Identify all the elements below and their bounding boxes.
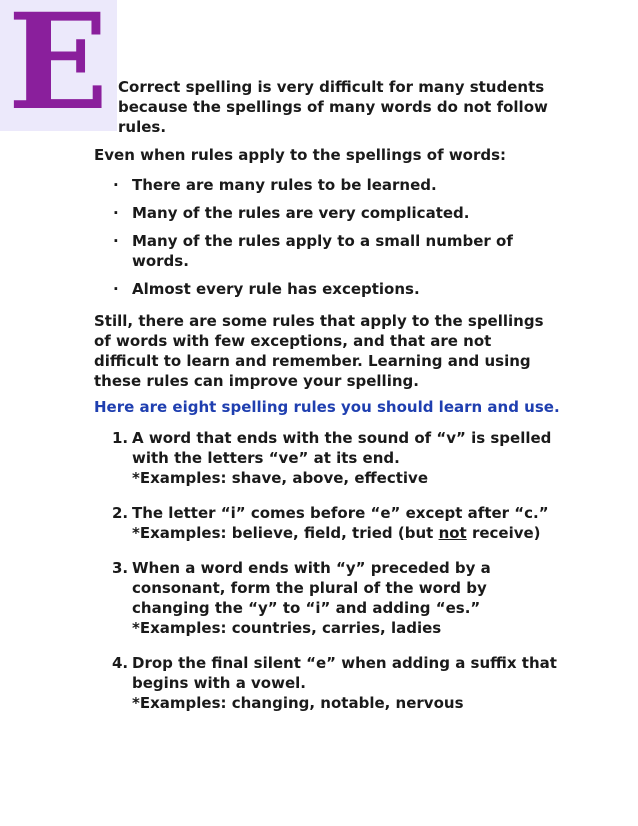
underlined-word: not (438, 524, 467, 542)
intro-line: because the spellings of many words do not follow (118, 98, 548, 116)
example-suffix: receive) (466, 524, 541, 542)
dropcap-background (0, 0, 117, 140)
list-item-text: There are many rules to be learned. (132, 176, 437, 194)
rule-item (94, 558, 564, 638)
rule-line: The letter “i” comes before “e” except after “c.” (132, 504, 549, 522)
list-item (94, 175, 564, 195)
paragraph-line: of words with few exceptions, and that are not (94, 332, 492, 350)
difficulty-list (94, 175, 564, 307)
list-item (94, 279, 564, 299)
rule-number: 1. (112, 429, 129, 447)
intro-paragraph (118, 77, 558, 137)
rule-item (94, 428, 564, 488)
bullet-marker: · (113, 280, 119, 298)
list-item (94, 231, 564, 271)
rule-number: 4. (112, 654, 129, 672)
dropcap-letter: E (7, 0, 109, 140)
spelling-rules-list (94, 428, 564, 728)
intro-line: Correct spelling is very difficult for many students (118, 78, 545, 96)
bullet-marker: · (113, 176, 119, 194)
bullet-marker: · (113, 232, 119, 250)
rule-line: with the letters “ve” at its end. (132, 449, 400, 467)
rule-line: changing the “y” to “i” and adding “es.” (132, 599, 481, 617)
rule-line: When a word ends with “y” preceded by a (132, 559, 491, 577)
paragraph-line: difficult to learn and remember. Learning and using (94, 352, 531, 370)
list-item (94, 203, 564, 223)
paragraph-line: these rules can improve your spelling. (94, 372, 419, 390)
list-item-text: Many of the rules apply to a small number of (132, 232, 513, 250)
example-prefix: *Examples: believe, field, tried (but (132, 524, 439, 542)
rule-line: Drop the final silent “e” when adding a suffix that (132, 654, 557, 672)
intro-line: rules. (118, 118, 167, 136)
paragraph-line: Still, there are some rules that apply to the spellings (94, 312, 544, 330)
rule-example (132, 523, 564, 543)
rule-example: *Examples: changing, notable, nervous (132, 694, 464, 712)
rule-item (94, 653, 564, 713)
lead-sentence: Even when rules apply to the spellings of words: (94, 146, 507, 164)
list-item-text: words. (132, 252, 189, 270)
bullet-marker: · (113, 204, 119, 222)
rule-example: *Examples: countries, carries, ladies (132, 619, 442, 637)
rule-line: consonant, form the plural of the word by (132, 579, 487, 597)
rule-item (94, 503, 564, 543)
list-item-text: Many of the rules are very complicated. (132, 204, 470, 222)
rules-heading: Here are eight spelling rules you should learn and use. (94, 398, 560, 416)
list-item-text: Almost every rule has exceptions. (132, 280, 420, 298)
body-paragraph (94, 311, 544, 391)
rule-example: *Examples: shave, above, effective (132, 469, 429, 487)
rule-line: A word that ends with the sound of “v” is spelled (132, 429, 552, 447)
rule-number: 2. (112, 504, 129, 522)
rule-number: 3. (112, 559, 129, 577)
rule-line: begins with a vowel. (132, 674, 306, 692)
